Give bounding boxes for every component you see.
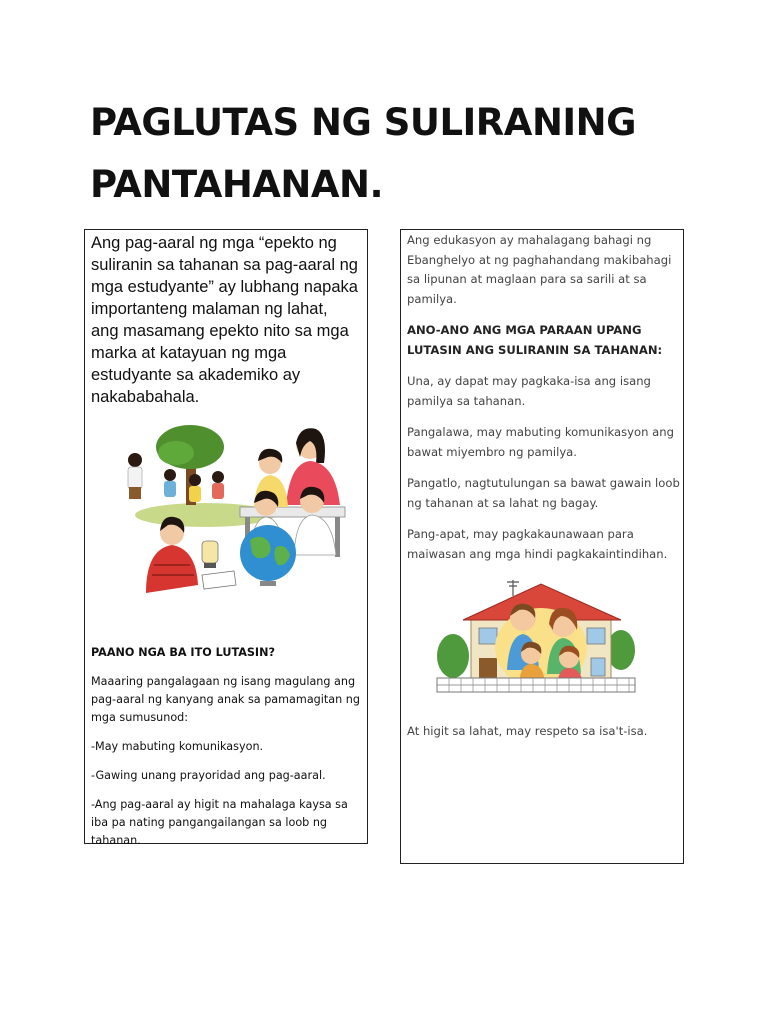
left-heading: PAANO NGA BA ITO LUTASIN? [91, 646, 275, 659]
title-line-1: PAGLUTAS NG SULIRANING [90, 101, 637, 144]
right-text-section [407, 231, 681, 576]
right-column-box [400, 229, 684, 864]
right-heading: ANO-ANO ANG MGA PARAAN UPANG LUTASIN ANG SULIRANIN SA TAHANAN: [407, 323, 663, 357]
family-house-illustration [431, 578, 641, 700]
left-lower-section [91, 644, 365, 861]
right-point: Pangatlo, nagtutulungan sa bawat gawain loob ng tahanan at sa lahat ng bagay. [407, 476, 680, 510]
page-title [90, 92, 710, 216]
title-line-2: PANTAHANAN. [90, 163, 384, 206]
left-column-box [84, 229, 368, 847]
left-intro-text: Ang pag-aaral ng mga “epekto ng suliranin sa tahanan sa pag-aaral ng mga estudyante” ay lubhang napaka importanteng malaman ng lahat, ang masamang epekto nito sa mga marka at katayuan ng mga estudyante sa akademiko ay nakababahala. [91, 234, 358, 406]
family-study-illustration [110, 415, 350, 610]
right-closing-text: At higit sa lahat, may respeto sa isa't-isa. [407, 724, 648, 738]
right-point: Pangalawa, may mabuting komunikasyon ang bawat miyembro ng pamilya. [407, 425, 674, 459]
right-point: Pang-apat, may pagkakaunawaan para maiwasan ang mga hindi pagkakaintindihan. [407, 527, 668, 561]
left-list-item: -May mabuting komunikasyon. [91, 740, 264, 753]
right-point: Una, ay dapat may pagkaka-isa ang isang pamilya sa tahanan. [407, 374, 651, 408]
left-list-item: -Gawing unang prayoridad ang pag-aaral. [91, 769, 326, 782]
right-intro-text: Ang edukasyon ay mahalagang bahagi ng Ebanghelyo at ng paghahandang makibahagi sa lipunan at maglaan para sa sarili at sa pamilya. [407, 233, 672, 306]
left-paragraph: Maaaring pangalagaan ng isang magulang ang pag-aaral ng kanyang anak sa pamamagitan ng mga sumusunod: [91, 675, 360, 724]
left-list-item: -Ang pag-aaral ay higit na mahalaga kaysa sa iba pa nating pangangailangan sa loob ng tahanan. [91, 798, 348, 847]
